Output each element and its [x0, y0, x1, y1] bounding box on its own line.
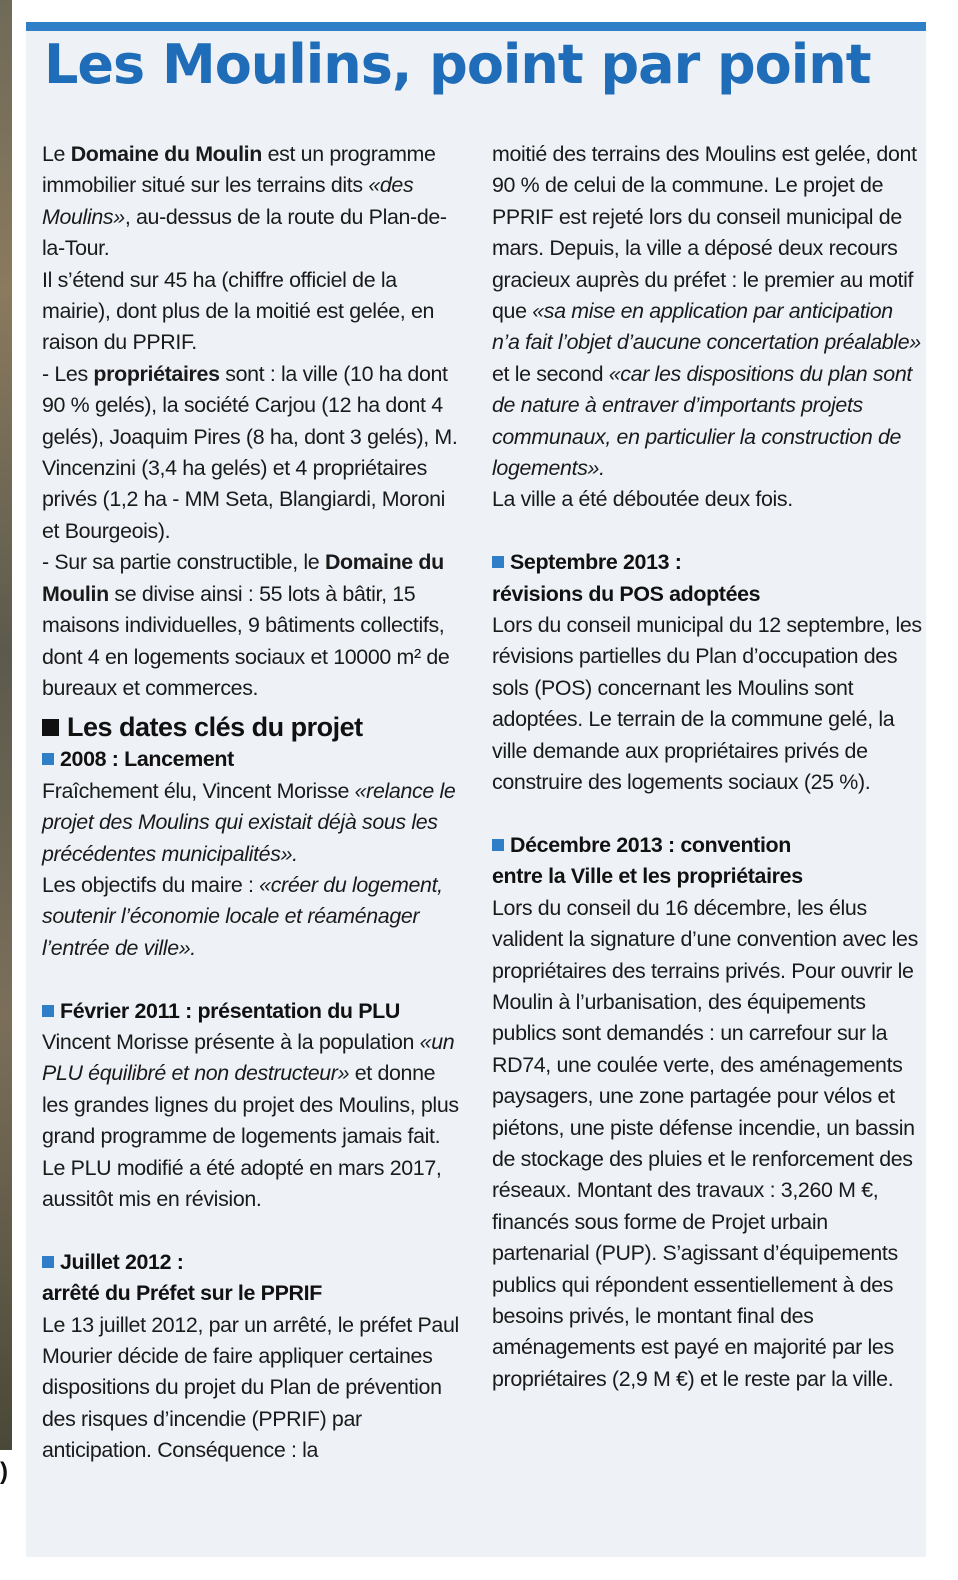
section-heading-sept-2013-line2: révisions du POS adoptées — [492, 581, 761, 606]
right-column — [492, 139, 922, 1395]
quote: «créer du logement, soutenir l’économie locale et réaménager l’entrée de ville». — [42, 872, 443, 960]
adjacent-caption-fragment: ) — [0, 1458, 8, 1485]
text: - Sur sa partie constructible, le — [42, 550, 325, 575]
section-heading-2012-line2: arrêté du Préfet sur le PPRIF — [42, 1281, 322, 1306]
keyword: Domaine du Moulin — [70, 142, 262, 166]
left-column — [42, 139, 462, 1467]
keyword: propriétaires — [93, 361, 220, 386]
section-2011-plu: Le PLU modifié a été adopté en mars 2017, aussitôt mis en révision. — [42, 1155, 442, 1211]
quote: «car les dispositions du plan sont de nature à entraver d’importants projets communaux, en particulier la construction de logements». — [492, 361, 912, 481]
text: Fraîchement élu, Vincent Morisse — [42, 778, 355, 803]
section-2012-paragraph: Le 13 juillet 2012, par un arrêté, le préfet Paul Mourier décide de faire appliquer certaines dispositions du projet du Plan de prévention des risques d’incendie (PPRIF) par anticipation. Conséquence : la — [42, 1312, 459, 1463]
text: Les objectifs du maire : — [42, 872, 260, 897]
section-dec-2013-paragraph: Lors du conseil du 16 décembre, les élus valident la signature d’une convention avec les propriétaires des terrains privés. Pour ouvrir le Moulin à l’urbanisation, des équipements publics sont demandés : un carrefour sur la RD74, une coulée verte, des aménagements paysagers, une zone partagée pour vélos et piétons, une piste défense incendie, un bassin de stockage des pluies et le renforcement des réseaux. Montant des travaux : 3,260 M €, financés sous forme de Projet urbain partenarial (PUP). S’agissant d’équipements publics qui répondent essentiellement à des besoins privés, le montant final des aménagements est payé en majorité par les propriétaires (2,9 M €) et le reste par la ville. — [492, 895, 918, 1391]
keyword: Domaine du Moulin — [42, 550, 444, 606]
section-heading-2008 — [42, 744, 462, 775]
text: Le — [42, 142, 71, 166]
area-paragraph: Il s’étend sur 45 ha (chiffre officiel de la mairie), dont plus de la moitié est gelée, en raison du PPRIF. — [42, 267, 435, 355]
text: , au-dessus de la route du Plan-de-la-Tour. — [42, 204, 447, 261]
text: Juillet 2012 : — [60, 1249, 184, 1274]
section-heading-2012 — [42, 1247, 462, 1278]
section-sept-2013-paragraph: Lors du conseil municipal du 12 septembre, les révisions partielles du Plan d’occupation des sols (POS) concernant les Moulins sont adoptées. Le terrain de la commune gelé, la ville demande aux propriétaires privés de construire des logements sociaux (25 %). — [492, 613, 922, 795]
text: Vincent Morisse présente à la population — [42, 1029, 420, 1054]
adjacent-photo-edge — [0, 0, 12, 1450]
dismissed-paragraph: La ville a été déboutée deux fois. — [492, 487, 793, 512]
section-2011-paragraph — [42, 1027, 462, 1153]
article-title: Les Moulins, point par point — [44, 33, 871, 96]
section-heading-sept-2013 — [492, 547, 922, 578]
section-heading-2011 — [42, 996, 462, 1027]
text: et donne les grandes lignes du projet des Moulins, plus grand programme de logements jamais fait. — [42, 1061, 459, 1149]
quote: «sa mise en application par anticipation n’a fait l’objet d’aucune concertation préalable» — [492, 299, 921, 355]
text: Septembre 2013 : — [510, 550, 682, 575]
text: Les dates clés du projet — [67, 712, 363, 743]
section-2008-goals — [42, 870, 462, 964]
article-panel — [26, 22, 926, 1557]
square-bullet-icon — [492, 556, 504, 568]
intro-paragraph — [42, 139, 462, 265]
text: 2008 : Lancement — [60, 747, 234, 772]
section-2008-paragraph — [42, 776, 462, 870]
quote: «des Moulins» — [42, 173, 414, 229]
text: et le second — [492, 361, 609, 386]
quote: «un PLU équilibré et non destructeur» — [42, 1029, 455, 1086]
text: - Les — [42, 361, 94, 386]
section-heading-dec-2013 — [492, 830, 922, 861]
text: est un programme immobilier situé sur les terrains dits — [42, 142, 436, 198]
owners-paragraph — [42, 359, 462, 547]
section-heading-dec-2013-line2: entre la Ville et les propriétaires — [492, 864, 803, 889]
text: Février 2011 : présentation du PLU — [60, 998, 400, 1023]
pprif-continued-paragraph — [492, 139, 922, 484]
dates-heading — [42, 710, 462, 744]
quote: «relance le projet des Moulins qui existait déjà sous les précédentes municipalités». — [42, 778, 456, 866]
text: moitié des terrains des Moulins est gelée, dont 90 % de celui de la commune. Le projet de PPRIF est rejeté lors du conseil municipal de mars. Depuis, la ville a déposé deux recours gracieux auprès du préfet : le premier au motif que — [492, 142, 917, 324]
text: sont : la ville (10 ha dont 90 % gelés), la société Carjou (12 ha dont 4 gelés), Joaquim Pires (8 ha, dont 3 gelés), M. Vincenzini (3,4 ha gelés) et 4 propriétaires privés (1,2 ha - MM Seta, Blangiardi, Moroni et Bourgeois). — [42, 361, 458, 543]
square-bullet-icon — [42, 1005, 54, 1017]
square-bullet-icon — [42, 1256, 54, 1268]
square-bullet-icon — [42, 719, 59, 736]
square-bullet-icon — [492, 839, 504, 851]
constructible-paragraph — [42, 547, 462, 704]
square-bullet-icon — [42, 753, 54, 765]
text: Décembre 2013 : convention — [510, 832, 791, 857]
text: se divise ainsi : 55 lots à bâtir, 15 maisons individuelles, 9 bâtiments collectifs, dont 4 en logements sociaux et 10000 m² de bureaux et commerces. — [42, 581, 450, 700]
